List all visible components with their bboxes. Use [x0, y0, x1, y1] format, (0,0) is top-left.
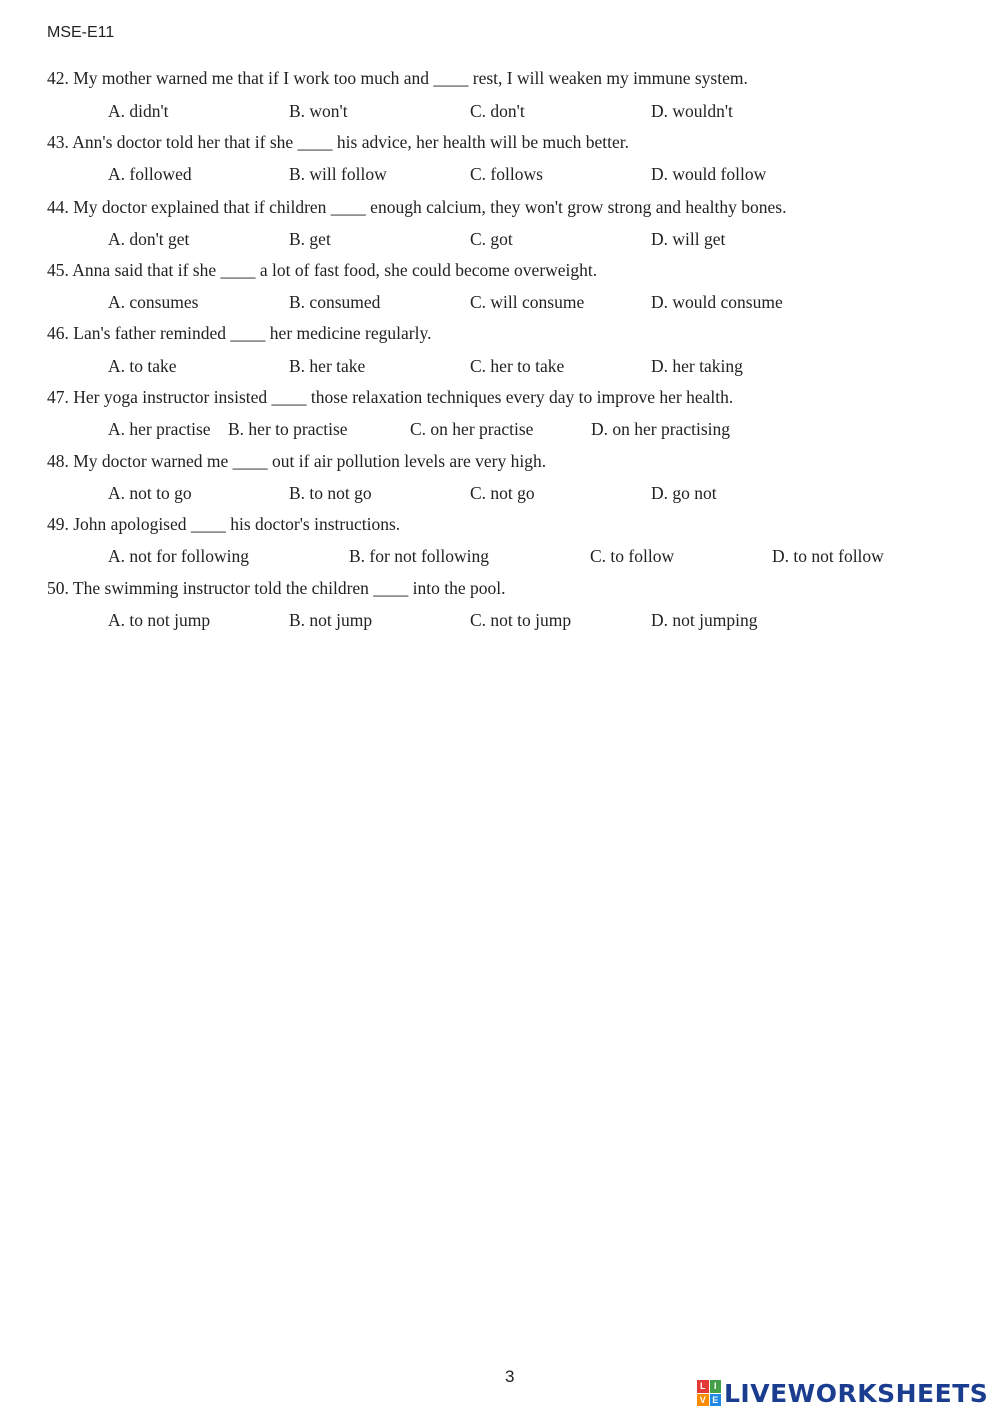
option-d: D. go not	[651, 483, 717, 503]
option-d: D. will get	[651, 229, 726, 249]
option-b: B. for not following	[349, 546, 489, 566]
option-b: B. consumed	[289, 292, 381, 312]
option-c: C. on her practise	[410, 419, 534, 439]
option-a: A. to not jump	[108, 610, 211, 630]
option-c: C. to follow	[590, 546, 675, 566]
option-a: A. didn't	[108, 101, 169, 121]
logo-letter-e: E	[710, 1394, 722, 1407]
option-d: D. not jumping	[651, 610, 758, 630]
logo-letter-i: I	[710, 1380, 722, 1393]
option-b: B. her take	[289, 356, 366, 376]
question-44: 44. My doctor explained that if children ____ enough calcium, they won't grow strong and healthy bones.	[47, 197, 787, 217]
option-c: C. her to take	[470, 356, 565, 376]
option-c: C. not go	[470, 483, 535, 503]
option-c: C. will consume	[470, 292, 585, 312]
option-a: A. her practise	[108, 419, 211, 439]
option-c: C. don't	[470, 101, 525, 121]
option-b: B. will follow	[289, 164, 387, 184]
question-45: 45. Anna said that if she ____ a lot of fast food, she could become overweight.	[47, 260, 598, 280]
logo-letter-v: V	[697, 1394, 709, 1407]
option-d: D. her taking	[651, 356, 743, 376]
option-a: A. don't get	[108, 229, 190, 249]
option-a: A. to take	[108, 356, 177, 376]
option-b: B. to not go	[289, 483, 372, 503]
question-50: 50. The swimming instructor told the children ____ into the pool.	[47, 578, 506, 598]
option-d: D. to not follow	[772, 546, 884, 566]
option-b: B. get	[289, 229, 331, 249]
option-b: B. her to practise	[228, 419, 348, 439]
option-d: D. would consume	[651, 292, 783, 312]
option-b: B. won't	[289, 101, 348, 121]
option-c: C. not to jump	[470, 610, 572, 630]
option-a: A. not for following	[108, 546, 249, 566]
page-number: 3	[505, 1367, 515, 1386]
question-48: 48. My doctor warned me ____ out if air pollution levels are very high.	[47, 451, 547, 471]
option-a: A. followed	[108, 164, 192, 184]
question-42: 42. My mother warned me that if I work too much and ____ rest, I will weaken my immune system.	[47, 68, 748, 88]
option-a: A. not to go	[108, 483, 192, 503]
option-b: B. not jump	[289, 610, 373, 630]
liveworksheets-logo-icon	[697, 1380, 721, 1406]
brand-name: LIVEWORKSHEETS	[724, 1378, 989, 1408]
question-49: 49. John apologised ____ his doctor's instructions.	[47, 514, 401, 534]
option-d: D. on her practising	[591, 419, 730, 439]
question-47: 47. Her yoga instructor insisted ____ those relaxation techniques every day to improve her health.	[47, 387, 734, 407]
option-c: C. got	[470, 229, 513, 249]
document-code: MSE-E11	[47, 24, 115, 41]
question-46: 46. Lan's father reminded ____ her medicine regularly.	[47, 323, 432, 343]
option-c: C. follows	[470, 164, 543, 184]
liveworksheets-brand[interactable]	[697, 1376, 988, 1410]
option-d: D. would follow	[651, 164, 767, 184]
question-43: 43. Ann's doctor told her that if she ____ his advice, her health will be much better.	[47, 132, 629, 152]
option-a: A. consumes	[108, 292, 199, 312]
logo-letter-l: L	[697, 1380, 709, 1393]
option-d: D. wouldn't	[651, 101, 733, 121]
